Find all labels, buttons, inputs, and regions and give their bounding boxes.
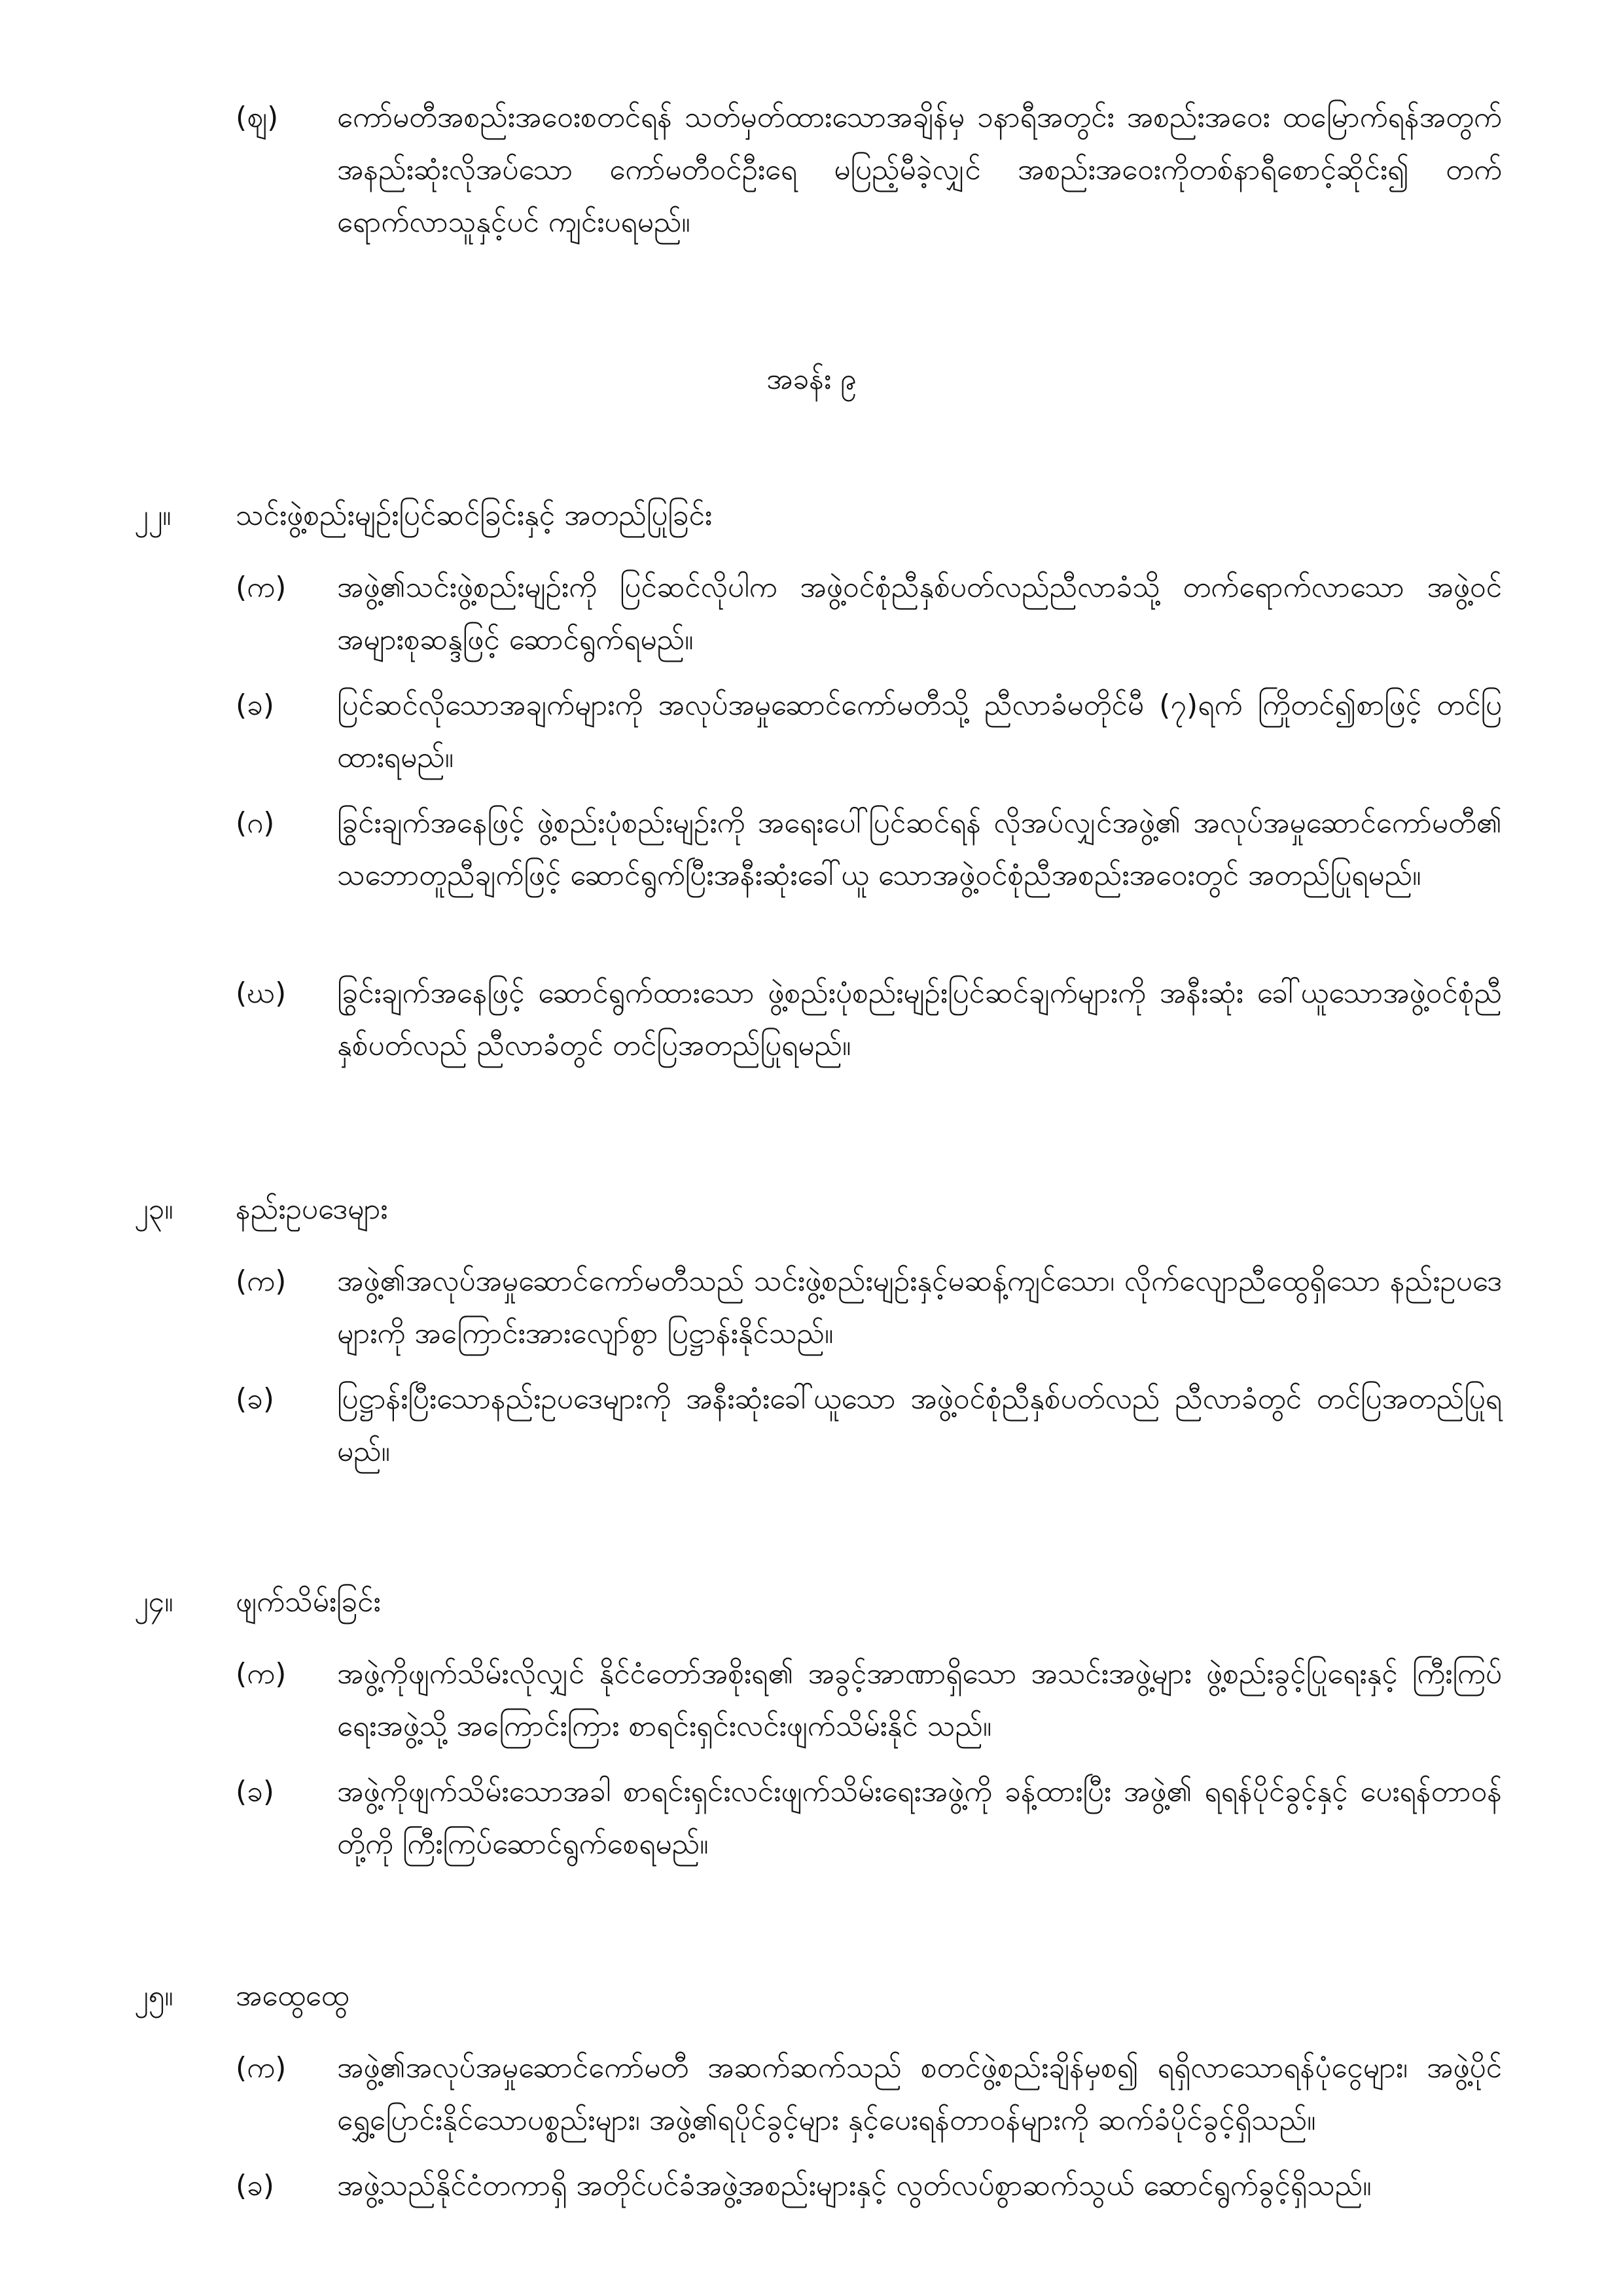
item-marker: (ဃ): [236, 977, 287, 1010]
section-number: ၂၅။: [134, 1979, 173, 2013]
section-title: အထွေထွေ: [236, 1979, 349, 2013]
item-marker: (ခ): [236, 689, 275, 722]
item-marker: (ဂ): [236, 806, 275, 840]
section-title: သင်းဖွဲ့စည်းမျဉ်းပြင်ဆင်ခြင်းနှင့် အတည်ပြုခြင်း: [236, 499, 713, 532]
item-text: ပြဋ္ဌာန်းပြီးသောနည်းဥပဒေများကို အနီးဆုံးခေါ်ယူသော အဖွဲ့ဝင်စုံညီနှစ်ပတ်လည် ညီလာခံတွင် တင်ပြအတည်ပြုရမည်။: [337, 1382, 1502, 1468]
section-number: ၂၄။: [134, 1585, 173, 1619]
item-marker: (ဈ): [236, 101, 279, 134]
section-number: ၂၃။: [134, 1193, 173, 1226]
item-marker: (က): [236, 2051, 287, 2085]
item-marker: (ခ): [236, 1775, 275, 1808]
section-number: ၂၂။: [134, 499, 171, 532]
item-text: အဖွဲ့၏အလုပ်အမှုဆောင်ကော်မတီသည် သင်းဖွဲ့စည်းမျဉ်းနှင့်မဆန့်ကျင်သော၊ လိုက်လျောညီထွေရှိသော နည်းဥပဒေများကို အကြောင်းအားလျော်စွာ ပြဋ္ဌာန်းနိုင်သည်။: [337, 1265, 1502, 1350]
item-text: အဖွဲ့၏သင်းဖွဲ့စည်းမျဉ်းကို ပြင်ဆင်လိုပါက အဖွဲ့ဝင်စုံညီနှစ်ပတ်လည်ညီလာခံသို့ တက်ရောက်လာသော အဖွဲ့ဝင်အများစုဆန္ဒဖြင့် ဆောင်ရွက်ရမည်။: [337, 571, 1502, 656]
item-text: ခြွင်းချက်အနေဖြင့် ဆောင်ရွက်ထားသော ဖွဲ့စည်းပုံစည်းမျဉ်းပြင်ဆင်ချက်များကို အနီးဆုံး ခေါ်ယူသောအဖွဲ့ဝင်စုံညီနှစ်ပတ်လည် ညီလာခံတွင် တင်ပြအတည်ပြုရမည်။: [337, 977, 1502, 1062]
item-marker: (ခ): [236, 2169, 275, 2202]
paragraph-item: [0, 92, 1623, 255]
section-title: နည်းဥပဒေများ: [236, 1193, 388, 1226]
item-text: အဖွဲ့ကိုဖျက်သိမ်းသောအခါ စာရင်းရှင်းလင်းဖျက်သိမ်းရေးအဖွဲ့ကို ခန့်ထားပြီး အဖွဲ့၏ ရရန်ပိုင်ခွင့်နှင့် ပေးရန်တာဝန်တို့ကို ကြီးကြပ်ဆောင်ရွက်စေရမည်။: [337, 1775, 1502, 1861]
item-text: အဖွဲ့ကိုဖျက်သိမ်းလိုလျှင် နိုင်ငံတော်အစိုးရ၏ အခွင့်အာဏာရှိသော အသင်းအဖွဲ့များ ဖွဲ့စည်းခွင့်ပြုရေးနှင့် ကြီးကြပ်ရေးအဖွဲ့သို့ အကြောင်းကြား စာရင်းရှင်းလင်းဖျက်သိမ်းနိုင် သည်။: [337, 1657, 1502, 1743]
item-text: ပြင်ဆင်လိုသောအချက်များကို အလုပ်အမှုဆောင်ကော်မတီသို့ ညီလာခံမတိုင်မီ (၇)ရက် ကြိုတင်၍စာဖြင့် တင်ပြထားရမည်။: [337, 689, 1502, 774]
section-title: ဖျက်သိမ်းခြင်း: [236, 1585, 381, 1619]
item-text: အဖွဲ့၏အလုပ်အမှုဆောင်ကော်မတီ အဆက်ဆက်သည် စတင်ဖွဲ့စည်းချိန်မှစ၍ ရရှိလာသောရန်ပုံငွေများ၊ အဖွဲ့ပိုင်ရွှေ့ပြောင်းနိုင်သောပစ္စည်းများ၊ အဖွဲ့၏ရပိုင်ခွင့်များ နှင့်ပေးရန်တာဝန်များကို ဆက်ခံပိုင်ခွင့်ရှိသည်။: [337, 2051, 1502, 2137]
item-marker: (က): [236, 571, 287, 604]
item-text: ကော်မတီအစည်းအဝေးစတင်ရန် သတ်မှတ်ထားသောအချိန်မှ ၁နာရီအတွင်း အစည်းအဝေး ထမြောက်ရန်အတွက် အနည်းဆုံးလိုအပ်သော ကော်မတီဝင်ဦးရေ မပြည့်မီခဲ့လျှင် အစည်းအဝေးကိုတစ်နာရီစောင့်ဆိုင်း၍ တက်ရောက်လာသူနှင့်ပင် ကျင်းပရမည်။: [337, 101, 1502, 239]
chapter-heading: အခန်း ၉: [766, 363, 857, 396]
item-marker: (က): [236, 1265, 287, 1298]
item-marker: (ခ): [236, 1382, 275, 1416]
item-text: ခြွင်းချက်အနေဖြင့် ဖွဲ့စည်းပုံစည်းမျဉ်းကို အရေးပေါ်ပြင်ဆင်ရန် လိုအပ်လျှင်အဖွဲ့၏ အလုပ်အမှုဆောင်ကော်မတီ၏ သဘောတူညီချက်ဖြင့် ဆောင်ရွက်ပြီးအနီးဆုံးခေါ်ယူ သောအဖွဲ့ဝင်စုံညီအစည်းအဝေးတွင် အတည်ပြုရမည်။: [337, 806, 1502, 892]
item-text: အဖွဲ့သည်နိုင်ငံတကာရှိ အတိုင်ပင်ခံအဖွဲ့အစည်းများနှင့် လွတ်လပ်စွာဆက်သွယ် ဆောင်ရွက်ခွင့်ရှိသည်။: [337, 2169, 1372, 2202]
item-marker: (က): [236, 1657, 287, 1691]
